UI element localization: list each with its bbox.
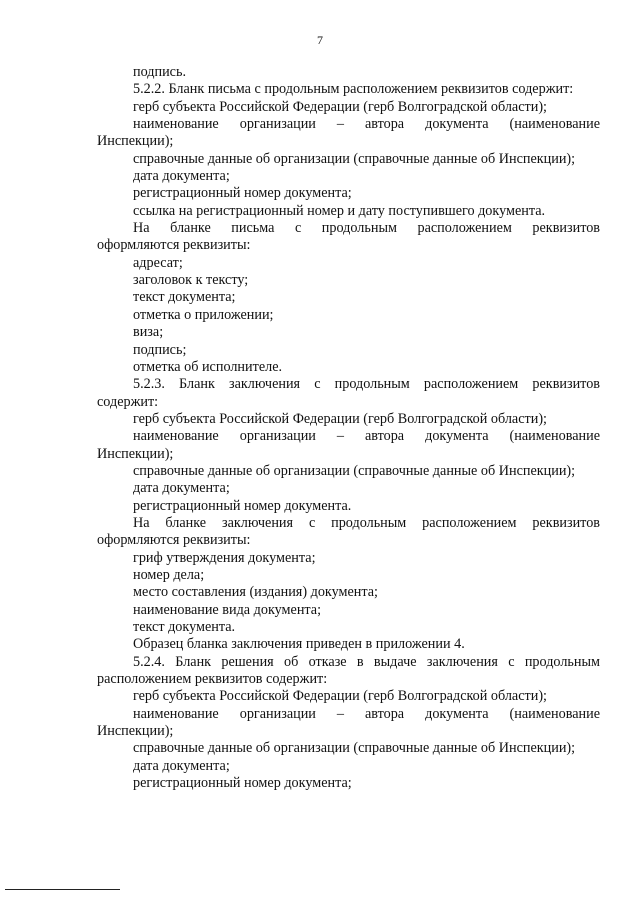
text-line: отметка о приложении; <box>133 306 274 323</box>
text-line: содержит: <box>97 393 159 410</box>
text-line: регистрационный номер документа; <box>133 185 352 202</box>
text-line: оформляются реквизиты: <box>97 532 251 549</box>
text-line: справочные данные об организации (справочные данные об Инспекции); <box>133 740 576 757</box>
text-line: наименование организации – автора документа (наименование <box>133 705 600 722</box>
text-line: текст документа. <box>133 619 236 635</box>
text-line: дата документа; <box>133 757 230 774</box>
text-line: дата документа; <box>133 168 230 185</box>
section-heading-5-2-4: 5.2.4. Бланк решения об отказе в выдаче заключения с продольным <box>133 653 600 670</box>
text-line: Инспекции); <box>97 445 174 462</box>
text-line: виза; <box>133 324 164 341</box>
text-line: справочные данные об организации (справочные данные об Инспекции); <box>133 150 576 167</box>
text-line: место составления (издания) документа; <box>133 584 378 601</box>
text-line: На бланке письма с продольным расположением реквизитов <box>133 220 600 237</box>
text-line: наименование организации – автора документа (наименование <box>133 116 600 133</box>
text-line: Образец бланка заключения приведен в приложении 4. <box>133 636 465 653</box>
text-line: герб субъекта Российской Федерации (герб Волгоградской области); <box>133 688 547 705</box>
text-line: Инспекции); <box>97 723 174 740</box>
document-body <box>97 64 600 792</box>
text-line: справочные данные об организации (справочные данные об Инспекции); <box>133 462 576 479</box>
text-line: ссылка на регистрационный номер и дату поступившего документа. <box>133 202 546 219</box>
text-line: регистрационный номер документа. <box>133 497 352 514</box>
text-line: оформляются реквизиты: <box>97 237 251 254</box>
text-line: На бланке заключения с продольным расположением реквизитов <box>133 514 600 531</box>
text-line: наименование вида документа; <box>133 601 322 618</box>
text-line: Инспекции); <box>97 133 174 150</box>
text-line: текст документа; <box>133 289 236 306</box>
text-line: подпись. <box>133 64 186 80</box>
text-line: адресат; <box>133 254 183 271</box>
text-line: наименование организации – автора документа (наименование <box>133 428 600 445</box>
text-line: подпись; <box>133 341 187 358</box>
page-number: 7 <box>317 33 323 47</box>
text-line: расположением реквизитов содержит: <box>97 671 328 688</box>
text-line: отметка об исполнителе. <box>133 358 283 375</box>
text-line: регистрационный номер документа; <box>133 775 352 792</box>
section-heading-5-2-2: 5.2.2. Бланк письма с продольным расположением реквизитов содержит: <box>133 81 574 98</box>
text-line: гриф утверждения документа; <box>133 549 316 566</box>
text-line: герб субъекта Российской Федерации (герб Волгоградской области); <box>133 98 547 115</box>
text-line: заголовок к тексту; <box>133 272 249 289</box>
text-line: номер дела; <box>133 566 205 583</box>
text-line: герб субъекта Российской Федерации (герб Волгоградской области); <box>133 410 547 427</box>
footnote-separator-line <box>5 889 120 890</box>
text-line: дата документа; <box>133 480 230 497</box>
section-heading-5-2-3: 5.2.3. Бланк заключения с продольным расположением реквизитов <box>133 376 600 393</box>
